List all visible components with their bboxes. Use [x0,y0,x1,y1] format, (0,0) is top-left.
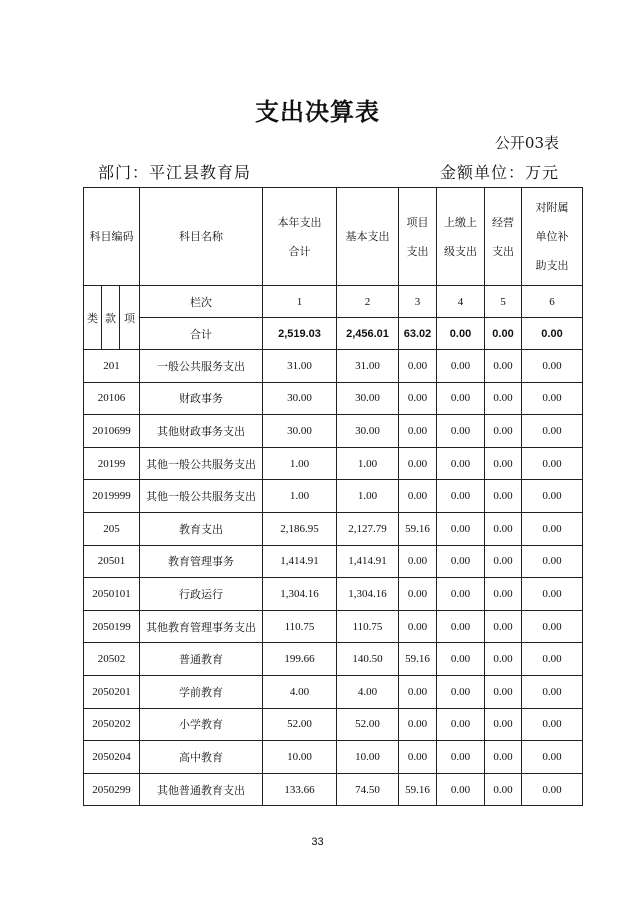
row-code: 20501 [84,545,140,578]
row-value: 31.00 [337,350,399,383]
header-total [263,188,337,286]
row-value: 30.00 [263,415,337,448]
row-name: 高中教育 [140,741,263,774]
row-name: 其他一般公共服务支出 [140,447,263,480]
row-code: 2019999 [84,480,140,513]
row-value: 4.00 [263,675,337,708]
row-name: 行政运行 [140,578,263,611]
column-order-row [84,286,583,318]
row-name: 其他教育管理事务支出 [140,610,263,643]
row-name: 教育支出 [140,512,263,545]
row-value: 0.00 [485,643,522,676]
row-value: 0.00 [399,675,437,708]
row-value: 0.00 [399,610,437,643]
department-label: 部门：平江县教育局 [98,163,252,182]
row-value: 0.00 [485,350,522,383]
row-value: 0.00 [485,480,522,513]
total-value: 2,456.01 [337,318,399,350]
header-project-line2: 支出 [406,244,429,258]
header-operating [485,188,522,286]
row-value: 0.00 [437,415,485,448]
row-value: 0.00 [522,741,583,774]
row-value: 0.00 [399,480,437,513]
header-basic: 基本支出 [337,188,399,286]
row-value: 52.00 [263,708,337,741]
row-value: 1,304.16 [337,578,399,611]
row-value: 31.00 [263,350,337,383]
row-value: 59.16 [399,643,437,676]
row-value: 0.00 [437,708,485,741]
header-name: 科目名称 [140,188,263,286]
row-code: 20106 [84,382,140,415]
row-value: 0.00 [437,773,485,806]
header-operating-line2: 支出 [492,244,514,258]
table-row [84,545,583,578]
row-name: 其他一般公共服务支出 [140,480,263,513]
row-value: 0.00 [437,675,485,708]
table-row [84,708,583,741]
row-name: 普通教育 [140,643,263,676]
total-row [84,318,583,350]
row-value: 0.00 [485,773,522,806]
row-value: 0.00 [522,643,583,676]
row-value: 1.00 [337,447,399,480]
total-value: 0.00 [437,318,485,350]
row-value: 110.75 [337,610,399,643]
row-value: 0.00 [399,545,437,578]
row-value: 30.00 [337,382,399,415]
table-row [84,350,583,383]
row-code: 2050201 [84,675,140,708]
row-value: 1,414.91 [263,545,337,578]
row-code: 2050299 [84,773,140,806]
header-subsidy-line3: 助支出 [535,259,569,272]
total-value: 0.00 [522,318,583,350]
row-value: 0.00 [522,382,583,415]
header-subsidy [522,188,583,286]
row-code: 201 [84,350,140,383]
amount-unit-label: 金额单位：万元 [439,163,559,182]
form-number: 公开03表 [494,134,559,152]
row-value: 59.16 [399,512,437,545]
header-total-line1: 本年支出 [277,215,322,229]
row-name: 小学教育 [140,708,263,741]
table-row [84,741,583,774]
table-row [84,382,583,415]
table-row [84,578,583,611]
row-value: 0.00 [399,382,437,415]
table-row [84,610,583,643]
row-value: 0.00 [437,480,485,513]
header-operating-line1: 经营 [492,215,514,229]
column-order-label: 栏次 [140,286,263,318]
header-upper-line2: 级支出 [444,244,477,258]
row-value: 0.00 [437,610,485,643]
table-row [84,512,583,545]
row-name: 其他财政事务支出 [140,415,263,448]
row-value: 0.00 [399,741,437,774]
row-value: 10.00 [337,741,399,774]
row-value: 140.50 [337,643,399,676]
row-value: 52.00 [337,708,399,741]
row-value: 0.00 [522,447,583,480]
row-code: 2050101 [84,578,140,611]
row-code: 2010699 [84,415,140,448]
row-code: 2050204 [84,741,140,774]
row-value: 1,304.16 [263,578,337,611]
row-value: 0.00 [399,350,437,383]
row-value: 0.00 [437,741,485,774]
total-value: 0.00 [485,318,522,350]
row-value: 199.66 [263,643,337,676]
table-row [84,643,583,676]
row-value: 30.00 [263,382,337,415]
row-value: 1.00 [337,480,399,513]
total-value: 63.02 [399,318,437,350]
total-value: 2,519.03 [263,318,337,350]
expenditure-table [83,187,583,806]
header-project-line1: 项目 [406,215,429,229]
row-value: 0.00 [522,578,583,611]
row-value: 0.00 [522,708,583,741]
row-value: 0.00 [437,350,485,383]
column-number: 2 [337,286,399,318]
header-lei: 类 [84,286,102,350]
row-value: 0.00 [522,350,583,383]
table-row [84,415,583,448]
row-value: 4.00 [337,675,399,708]
page-number: 33 [311,836,324,848]
row-value: 0.00 [437,643,485,676]
row-code: 20502 [84,643,140,676]
row-value: 0.00 [522,610,583,643]
row-value: 30.00 [337,415,399,448]
row-value: 0.00 [485,708,522,741]
row-value: 0.00 [522,512,583,545]
row-name: 一般公共服务支出 [140,350,263,383]
row-value: 0.00 [522,675,583,708]
table-row [84,480,583,513]
header-subsidy-line1: 对附属 [535,201,569,214]
row-value: 74.50 [337,773,399,806]
row-name: 财政事务 [140,382,263,415]
page-title: 支出决算表 [255,97,380,126]
column-number: 5 [485,286,522,318]
column-number: 1 [263,286,337,318]
row-value: 0.00 [437,578,485,611]
row-value: 10.00 [263,741,337,774]
row-name: 教育管理事务 [140,545,263,578]
table-header-row [84,188,583,286]
row-value: 0.00 [437,447,485,480]
column-number: 6 [522,286,583,318]
row-code: 205 [84,512,140,545]
row-value: 59.16 [399,773,437,806]
row-code: 2050202 [84,708,140,741]
row-value: 0.00 [485,610,522,643]
table-row [84,675,583,708]
row-name: 其他普通教育支出 [140,773,263,806]
row-value: 0.00 [437,512,485,545]
row-value: 0.00 [485,545,522,578]
row-code: 2050199 [84,610,140,643]
column-number: 3 [399,286,437,318]
row-value: 0.00 [485,415,522,448]
row-value: 0.00 [399,578,437,611]
row-value: 0.00 [522,773,583,806]
row-value: 0.00 [522,415,583,448]
row-value: 1.00 [263,480,337,513]
row-value: 0.00 [485,447,522,480]
row-value: 0.00 [437,545,485,578]
row-code: 20199 [84,447,140,480]
row-value: 110.75 [263,610,337,643]
row-name: 学前教育 [140,675,263,708]
row-value: 0.00 [522,480,583,513]
header-upper [437,188,485,286]
row-value: 0.00 [399,447,437,480]
header-code: 科目编码 [84,188,140,286]
header-total-line2: 合计 [288,244,311,258]
row-value: 133.66 [263,773,337,806]
row-value: 0.00 [437,382,485,415]
row-value: 0.00 [485,578,522,611]
header-subsidy-line2: 单位补 [535,230,569,243]
row-value: 2,186.95 [263,512,337,545]
header-project [399,188,437,286]
header-upper-line1: 上缴上 [444,215,477,229]
row-value: 1.00 [263,447,337,480]
column-number: 4 [437,286,485,318]
row-value: 0.00 [399,415,437,448]
row-value: 0.00 [485,512,522,545]
row-value: 0.00 [485,675,522,708]
table-row [84,773,583,806]
row-value: 0.00 [485,741,522,774]
header-xiang: 项 [120,286,140,350]
row-value: 1,414.91 [337,545,399,578]
header-kuan: 款 [102,286,120,350]
row-value: 0.00 [522,545,583,578]
row-value: 2,127.79 [337,512,399,545]
table-row [84,447,583,480]
row-value: 0.00 [485,382,522,415]
total-label: 合计 [140,318,263,350]
row-value: 0.00 [399,708,437,741]
